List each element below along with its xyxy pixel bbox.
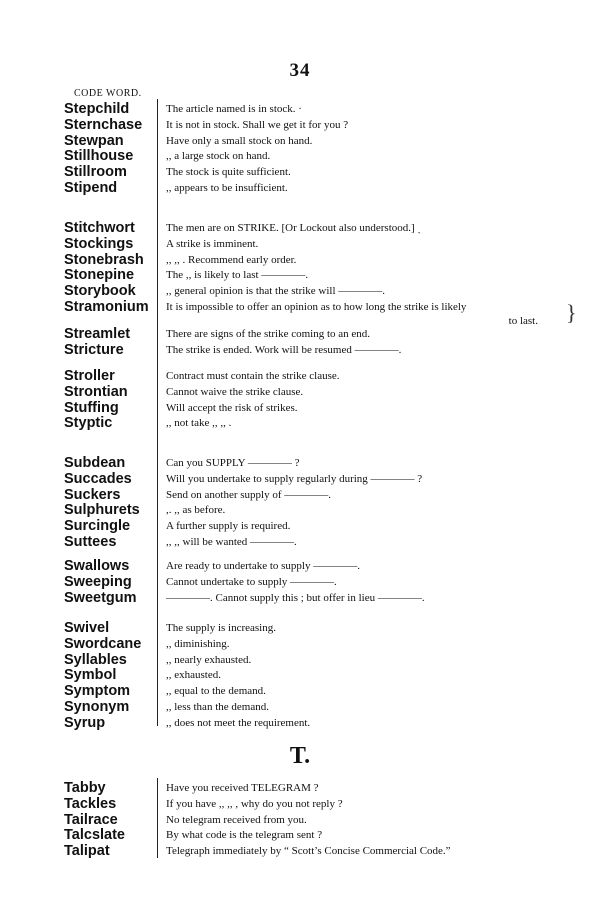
code-meaning-continuation: to last. — [508, 315, 538, 327]
column-header: CODE WORD. — [74, 88, 142, 99]
code-meaning: Contract must contain the strike clause. — [166, 370, 340, 382]
code-meaning: The article named is in stock. · — [166, 103, 302, 115]
code-meaning: It is not in stock. Shall we get it for you ? — [166, 118, 349, 131]
code-meaning: The stock is quite sufficient. — [166, 166, 291, 179]
code-word: Stricture — [64, 341, 124, 358]
code-word: Sternchase — [64, 116, 143, 133]
code-meaning: Have only a small stock on hand. — [166, 134, 313, 147]
code-word: Stroller — [64, 368, 115, 384]
code-meaning: The strike is ended. Work will be resumed ————. — [166, 343, 402, 356]
code-meaning: There are signs of the strike coming to an end. — [166, 328, 371, 340]
code-word: Stillhouse — [64, 148, 134, 165]
brace-mark: } — [566, 300, 577, 325]
code-meaning: Telegraph immediately by “ Scott’s Concise Commercial Code.” — [166, 845, 451, 858]
code-word: Tabby — [64, 780, 106, 796]
code-word: Suttees — [64, 534, 117, 550]
code-meaning: ,, diminishing. — [166, 637, 230, 650]
code-word: Streamlet — [64, 326, 131, 342]
code-word: Succades — [64, 470, 132, 487]
code-meaning: Will accept the risk of strikes. — [166, 401, 298, 414]
code-word: Talcslate — [64, 827, 125, 844]
code-word: Swallows — [64, 558, 130, 574]
code-word: Tailrace — [64, 811, 118, 828]
code-word: Symbol — [64, 667, 117, 684]
code-word: Stonebrash — [64, 251, 144, 268]
code-word: Stillroom — [64, 164, 127, 181]
code-word: Subdean — [64, 455, 126, 471]
code-meaning: The ,, is likely to last ————. — [166, 269, 309, 282]
code-meaning: A strike is imminent. — [166, 237, 259, 250]
code-meaning: The supply is increasing. — [166, 622, 276, 634]
code-word: Stonepine — [64, 267, 135, 284]
code-meaning: No telegram received from you. — [166, 813, 307, 826]
code-word: Stuffing — [64, 399, 119, 416]
column-rule — [157, 778, 158, 858]
code-word: Strontian — [64, 383, 128, 400]
code-word: Surcingle — [64, 518, 131, 535]
code-word: Stramonium — [64, 299, 149, 315]
code-meaning: ,, equal to the demand. — [166, 685, 266, 698]
code-meaning: Cannot waive the strike clause. — [166, 385, 304, 398]
code-meaning: ,. ,, as before. — [166, 504, 226, 517]
code-word: Stepchild — [64, 101, 130, 117]
code-word: Suckers — [64, 486, 121, 503]
code-word: Stewpan — [64, 132, 124, 149]
code-word: Styptic — [64, 415, 113, 432]
code-word: Sweetgum — [64, 589, 137, 606]
code-meaning: A further supply is required. — [166, 520, 291, 533]
code-word: Stipend — [64, 180, 118, 196]
code-meaning: The men are on STRIKE. [Or Lockout also understood.] ˎ — [166, 222, 422, 234]
code-word: Tackles — [64, 795, 117, 812]
code-word: Sweeping — [64, 573, 132, 590]
code-word: Talipat — [64, 843, 110, 860]
code-word: Symptom — [64, 683, 131, 700]
code-meaning: ————. Cannot supply this ; but offer in lieu ————. — [166, 591, 425, 604]
code-word: Syrup — [64, 714, 106, 731]
code-meaning: ,, ,, will be wanted ————. — [166, 536, 297, 548]
code-meaning: ,, a large stock on hand. — [166, 150, 271, 163]
code-meaning: Have you received TELEGRAM ? — [166, 782, 319, 794]
code-meaning: ,, appears to be insufficient. — [166, 182, 288, 194]
code-meaning: ,, exhausted. — [166, 669, 221, 682]
code-word: Syllables — [64, 651, 127, 668]
code-word: Stockings — [64, 235, 134, 252]
section-letter: T. — [289, 743, 311, 769]
code-meaning: ,, less than the demand. — [166, 701, 269, 713]
code-meaning: Can you SUPPLY ———— ? — [166, 457, 300, 469]
code-meaning: Cannot undertake to supply ————. — [166, 575, 337, 588]
code-meaning: It is impossible to offer an opinion as to how long the strike is likely — [166, 301, 467, 313]
code-word: Swivel — [64, 620, 110, 636]
code-word: Storybook — [64, 283, 136, 300]
column-rule — [157, 99, 158, 726]
code-meaning: ,, does not meet the requirement. — [166, 716, 311, 729]
code-meaning: Send on another supply of ————. — [166, 488, 331, 501]
code-meaning: By what code is the telegram sent ? — [166, 829, 323, 842]
code-meaning: Will you undertake to supply regularly during ———— ? — [166, 472, 423, 485]
code-word: Stitchwort — [64, 220, 135, 236]
code-meaning: ,, general opinion is that the strike will ————. — [166, 285, 386, 298]
code-meaning: ,, nearly exhausted. — [166, 653, 252, 666]
code-meaning: Are ready to undertake to supply ————. — [166, 560, 360, 572]
page-number: 34 — [289, 60, 311, 81]
code-meaning: ,, ,, . Recommend early order. — [166, 253, 297, 266]
code-meaning: If you have ,, ,, , why do you not reply ? — [166, 797, 343, 810]
code-word: Sulphurets — [64, 502, 140, 519]
code-meaning: ,, not take ,, ,, . — [166, 417, 232, 430]
code-word: Synonym — [64, 699, 130, 715]
code-word: Swordcane — [64, 635, 142, 652]
